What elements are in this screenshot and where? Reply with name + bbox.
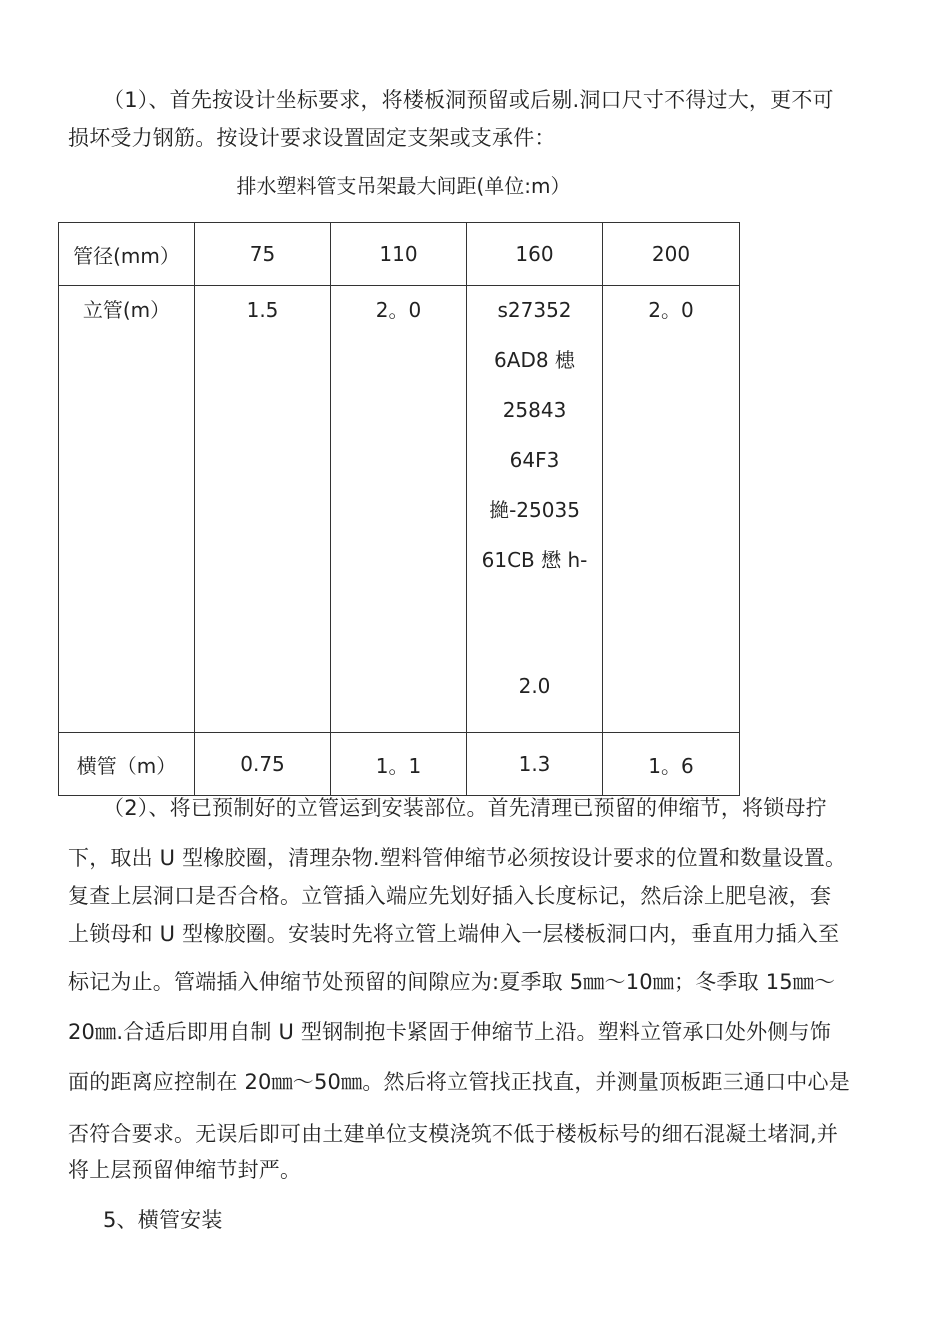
table-caption: 排水塑料管支吊架最大间距(单位:m） [236, 174, 571, 198]
paragraph-2-line-4: 上锁母和 U 型橡胶圈。安装时先将立管上端伸入一层楼板洞口内，垂直用力插入至 [68, 922, 840, 946]
header-cell-110: 110 [331, 223, 467, 286]
cell-vertical-160-line-2: 6AD8 槵 [494, 348, 575, 372]
header-cell-200: 200 [603, 223, 740, 286]
cell-vertical-160-line-3: 25843 [502, 398, 567, 422]
paragraph-2-line-5: 标记为止。管端插入伸缩节处预留的间隙应为:夏季取 5㎜～10㎜；冬季取 15㎜～ [68, 970, 836, 994]
paragraph-2-line-2: 下，取出 U 型橡胶圈，清理杂物.塑料管伸缩节必须按设计要求的位置和数量设置。 [68, 846, 847, 870]
paragraph-1-line-1: （1）、首先按设计坐标要求，将楼板洞预留或后剔.洞口尺寸不得过大，更不可 [103, 88, 834, 112]
cell-vertical-160-line-6: 61CB 懋 h- [481, 548, 588, 572]
paragraph-2-line-1: （2）、将已预制好的立管运到安装部位。首先清理已预留的伸缩节，将锁母拧 [103, 796, 827, 820]
paragraph-2-line-7: 面的距离应控制在 20㎜～50㎜。然后将立管找正找直，并测量顶板距三通口中心是 [68, 1070, 850, 1094]
cell-vertical-160-line-1: s27352 [497, 298, 572, 322]
paragraph-2-line-3: 复查上层洞口是否合格。立管插入端应先划好插入长度标记，然后涂上肥皂液，套 [68, 884, 832, 908]
row-label-vertical-pipe: 立管(m） [59, 286, 195, 733]
paragraph-2-line-6: 20㎜.合适后即用自制 U 型钢制抱卡紧固于伸缩节上沿。塑料立管承口处外侧与饰 [68, 1020, 831, 1044]
cell-horizontal-160: 1.3 [467, 733, 603, 796]
cell-vertical-200: 2。0 [603, 286, 740, 733]
paragraph-1-line-2: 损坏受力钢筋。按设计要求设置固定支架或支承件： [68, 126, 556, 150]
cell-vertical-110: 2。0 [331, 286, 467, 733]
table-row-horizontal-pipe [59, 733, 740, 796]
header-cell-pipe-diameter: 管径(mm） [59, 223, 195, 286]
cell-horizontal-75: 0.75 [195, 733, 331, 796]
section-5-heading: 5、横管安装 [103, 1208, 223, 1232]
cell-vertical-160-line-4: 64F3 [509, 448, 560, 472]
table-header-row [59, 223, 740, 286]
cell-vertical-160-line-7: 2.0 [518, 674, 551, 698]
paragraph-2-line-9: 将上层预留伸缩节封严。 [68, 1158, 302, 1182]
spacing-table [58, 222, 740, 796]
header-cell-160: 160 [467, 223, 603, 286]
cell-horizontal-200: 1。6 [603, 733, 740, 796]
cell-vertical-160 [467, 286, 603, 733]
cell-vertical-160-gap [467, 598, 602, 674]
cell-vertical-75: 1.5 [195, 286, 331, 733]
header-cell-75: 75 [195, 223, 331, 286]
cell-horizontal-110: 1。1 [331, 733, 467, 796]
row-label-horizontal-pipe: 横管（m） [59, 733, 195, 796]
paragraph-2-line-8: 否符合要求。无误后即可由土建单位支模浇筑不低于楼板标号的细石混凝土堵洞,并 [68, 1122, 839, 1146]
cell-vertical-160-line-5: 撧-25035 [489, 498, 580, 522]
table-row-vertical-pipe [59, 286, 740, 733]
